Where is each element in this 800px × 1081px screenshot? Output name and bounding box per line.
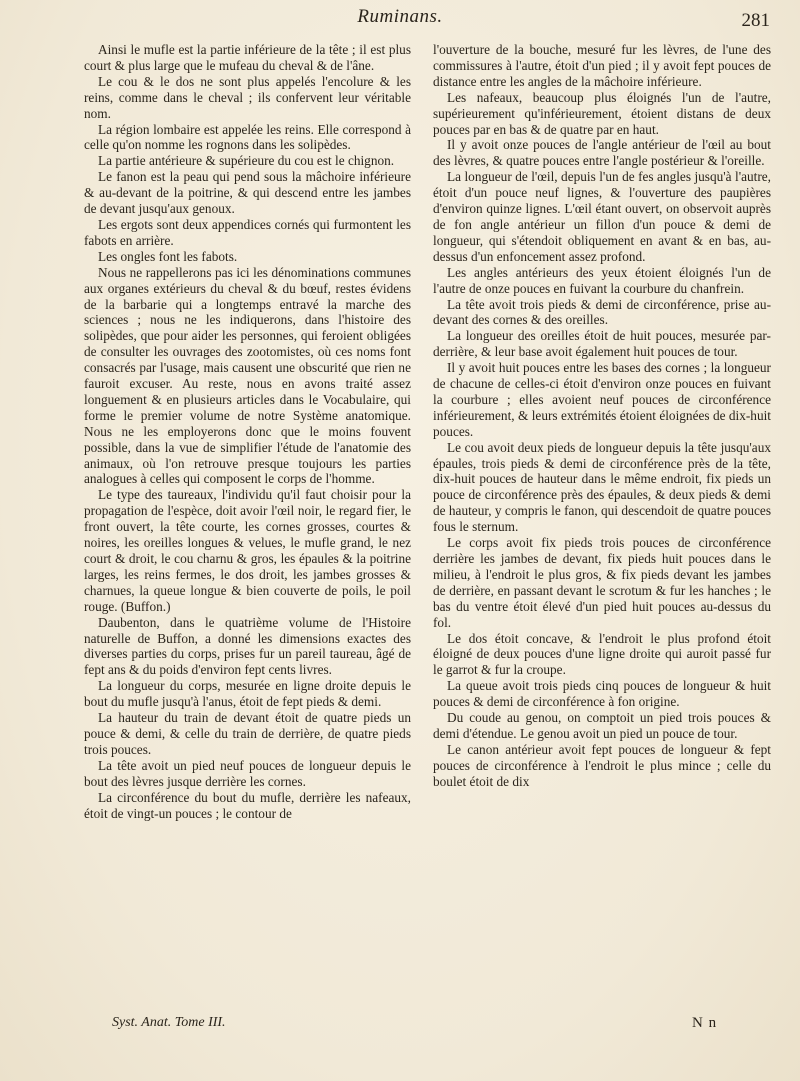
paragraph: La partie antérieure & supérieure du cou est le chignon. xyxy=(98,153,395,169)
paragraph: Nous ne rappellerons pas ici les dénominations communes aux organes extérieurs du cheval & du bœuf, restes évidens de la barbarie qui a longtemps entravé la marche des sciences ; nous ne les indiquerons, dans l'histoire des solipèdes, que pour aider les personnes, qui feroient obligées de consulter les ouvrages des zootomistes, où ces noms font consacrés par l'usage, mais causent une obscurité que rien ne fauroit excuser. Au reste, nous en avons traité assez longuement & en plusieurs articles dans le Vocabulaire, qui forme le premier volume de notre Système anatomique. Nous ne les employerons donc que le moins fouvent possible, dans la vue de simplifier l'étude de l'anatomie des animaux, où l'on retrouve presque toujours les parties analogues à celles qui composent le corps de l'homme. xyxy=(84,264,411,487)
paragraph: La région lombaire est appelée les reins. Elle correspond à celle qu'on nomme les rognons dans les solipèdes. xyxy=(84,121,411,153)
paragraph: La tête avoit trois pieds & demi de circonférence, prise au-devant des cornes & des oreilles. xyxy=(433,296,771,328)
paragraph: La circonférence du bout du mufle, derrière les nafeaux, étoit de vingt-un pouces ; le contour de xyxy=(84,789,411,821)
right-column xyxy=(433,42,771,790)
paragraph: Le cou avoit deux pieds de longueur depuis la tête jusqu'aux épaules, trois pieds & demi de circonférence près de la tête, dix-huit pouces de hauteur dans le même endroit, fix pieds un pouce de circonférence près des épaules, & deux pieds & demi de hauteur, y compris le fanon, qui descendoit de quatre pouces fous le sternum. xyxy=(433,439,771,535)
paragraph: Le dos étoit concave, & l'endroit le plus profond étoit éloigné de deux pouces d'une ligne droite qui auroit passé fur le garrot & fur la croupe. xyxy=(433,630,771,678)
running-title: Ruminans. xyxy=(357,6,443,27)
left-column xyxy=(84,42,411,821)
paragraph: La longueur des oreilles étoit de huit pouces, mesurée par-derrière, & leur base avoit également huit pouces de tour. xyxy=(433,328,771,360)
paragraph: Ainsi le mufle est la partie inférieure de la tête ; il est plus court & plus large que le mufeau du cheval & de l'âne. xyxy=(84,42,411,73)
paragraph: l'ouverture de la bouche, mesuré fur les lèvres, de l'une des commissures à l'autre, étoit d'un pied ; il y avoit fept pouces de distance entre les angles de la mâchoire inférieure. xyxy=(433,42,771,89)
paragraph: La queue avoit trois pieds cinq pouces de longueur & huit pouces & demi de circonférence à fon origine. xyxy=(433,678,771,710)
paragraph: Le canon antérieur avoit fept pouces de longueur & fept pouces de circonférence à l'endroit le plus mince ; celle du boulet étoit de dix xyxy=(433,741,771,789)
paragraph: Les ongles font les fabots. xyxy=(98,248,238,264)
paragraph: La longueur du corps, mesurée en ligne droite depuis le bout du mufle jusqu'à l'anus, étoit de fept pieds & demi. xyxy=(84,678,411,710)
paragraph: Le fanon est la peau qui pend sous la mâchoire inférieure & au-devant de la poitrine, & qui descend entre les jambes de devant jusqu'aux genoux. xyxy=(84,169,411,217)
signature-mark: N n xyxy=(692,1015,718,1031)
footer-source: Syst. Anat. Tome III. xyxy=(112,1015,226,1030)
running-head xyxy=(0,4,800,34)
paragraph: Les nafeaux, beaucoup plus éloignés l'un de l'autre, supérieurement qu'inférieurement, étoient distans de deux pouces par en bas & de quatre par en haut. xyxy=(433,89,771,137)
paragraph: Daubenton, dans le quatrième volume de l'Histoire naturelle de Buffon, a donné les dimensions exactes des diverses parties du corps, prises fur un pareil taureau, âgé de fept ans & du poids d'environ fept cents livres. xyxy=(84,614,411,678)
paragraph: La hauteur du train de devant étoit de quatre pieds un pouce & demi, & celle du train de derrière, de quatre pieds trois pouces. xyxy=(84,710,411,757)
paragraph: Il y avoit onze pouces de l'angle antérieur de l'œil au bout des lèvres, & quatre pouces entre l'angle postérieur & l'oreille. xyxy=(433,137,771,169)
paragraph: Les angles antérieurs des yeux étoient éloignés l'un de l'autre de onze pouces en fuivant la courbure du chanfrein. xyxy=(433,264,771,296)
page-number: 281 xyxy=(741,10,770,31)
paragraph: Le cou & le dos ne sont plus appelés l'encolure & les reins, comme dans le cheval ; ils confervent leur véritable nom. xyxy=(84,73,411,121)
paragraph: Il y avoit huit pouces entre les bases des cornes ; la longueur de chacune de celles-ci étoit d'environ onze pouces en fuivant la courbure ; elles avoient neuf pouces de circonférence inférieurement, & leurs extrémités étoient éloignées de dix-huit pouces. xyxy=(433,360,771,439)
paragraph: La longueur de l'œil, depuis l'un de fes angles jusqu'à l'autre, étoit d'un pouce neuf lignes, & l'ouverture des paupières d'environ quinze lignes. L'œil étant ouvert, on observoit auprès de fon angle antérieur un fillon d'un pouce & demi de longueur, qui s'étendoit obliquement en avant & en bas, au-dessus d'un enfoncement assez profond. xyxy=(433,169,771,264)
paragraph: Le type des taureaux, l'individu qu'il faut choisir pour la propagation de l'espèce, doit avoir l'œil noir, le regard fier, le front ouvert, la tête courte, les cornes grosses, courtes & noires, les oreilles longues & velues, le mufle grand, le nez court & droit, le cou charnu & gros, les épaules & la poitrine larges, les reins fermes, le dos droit, les jambes grosses & charnues, la queue longue & bien couverte de poils, le poil rouge. (Buffon.) xyxy=(84,487,411,614)
paragraph: La tête avoit un pied neuf pouces de longueur depuis le bout des lèvres jusque derrière les cornes. xyxy=(84,757,411,789)
paragraph: Le corps avoit fix pieds trois pouces de circonférence derrière les jambes de devant, fix pieds huit pouces dans le milieu, à l'endroit le plus gros, & fix pieds devant les jambes de derrière, en passant devant le scrotum & fur les hanches ; le bas du ventre étoit élevé d'un pied huit pouces au-dessus du fol. xyxy=(433,535,771,630)
paragraph: Du coude au genou, on comptoit un pied trois pouces & demi d'étendue. Le genou avoit un pied un pouce de tour. xyxy=(433,710,771,741)
paragraph: Les ergots sont deux appendices cornés qui furmontent les fabots en arrière. xyxy=(84,216,411,248)
